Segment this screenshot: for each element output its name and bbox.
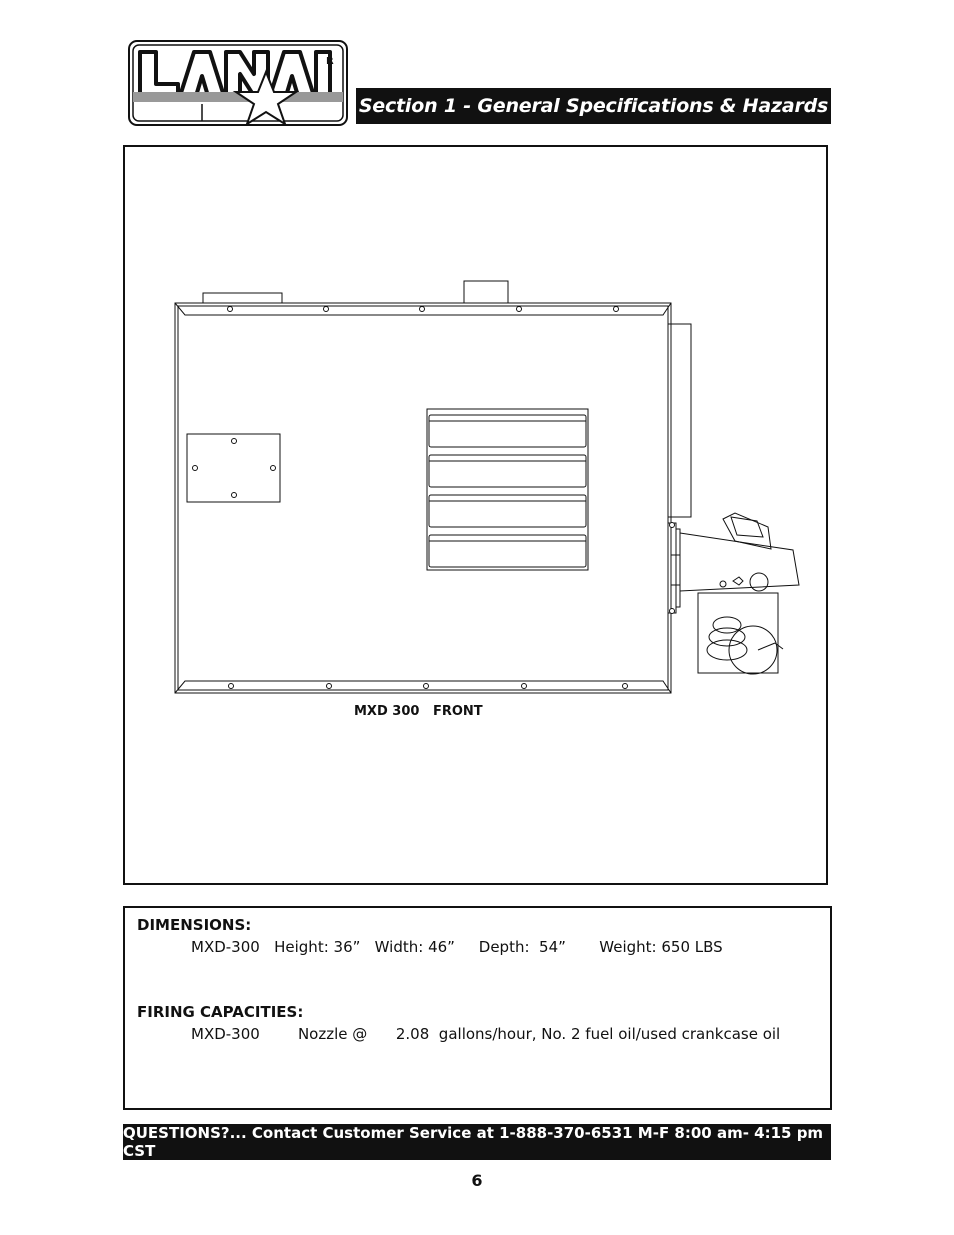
- firing-capacities-heading: FIRING CAPACITIES:: [137, 1003, 304, 1021]
- specifications-box: [123, 906, 832, 1110]
- dimensions-line: MXD-300 Height: 36” Width: 46” Depth: 54” Weight: 650 LBS: [191, 938, 723, 956]
- customer-service-bar: [123, 1124, 831, 1160]
- heater-front-drawing: [123, 145, 828, 885]
- svg-text:R: R: [326, 56, 334, 67]
- section-title-bar: [356, 88, 831, 124]
- dimensions-heading: DIMENSIONS:: [137, 916, 252, 934]
- firing-capacities-line: MXD-300 Nozzle @ 2.08 gallons/hour, No. 2 fuel oil/used crankcase oil: [191, 1025, 781, 1043]
- customer-service-text: QUESTIONS?... Contact Customer Service at 1-888-370-6531 M-F 8:00 am- 4:15 pm CST: [123, 1124, 824, 1160]
- lanair-logo: [128, 40, 348, 126]
- diagram-caption: MXD 300 FRONT: [354, 704, 483, 719]
- page-number: 6: [471, 1171, 483, 1190]
- section-title: Section 1 - General Specifications & Hazards: [358, 95, 829, 117]
